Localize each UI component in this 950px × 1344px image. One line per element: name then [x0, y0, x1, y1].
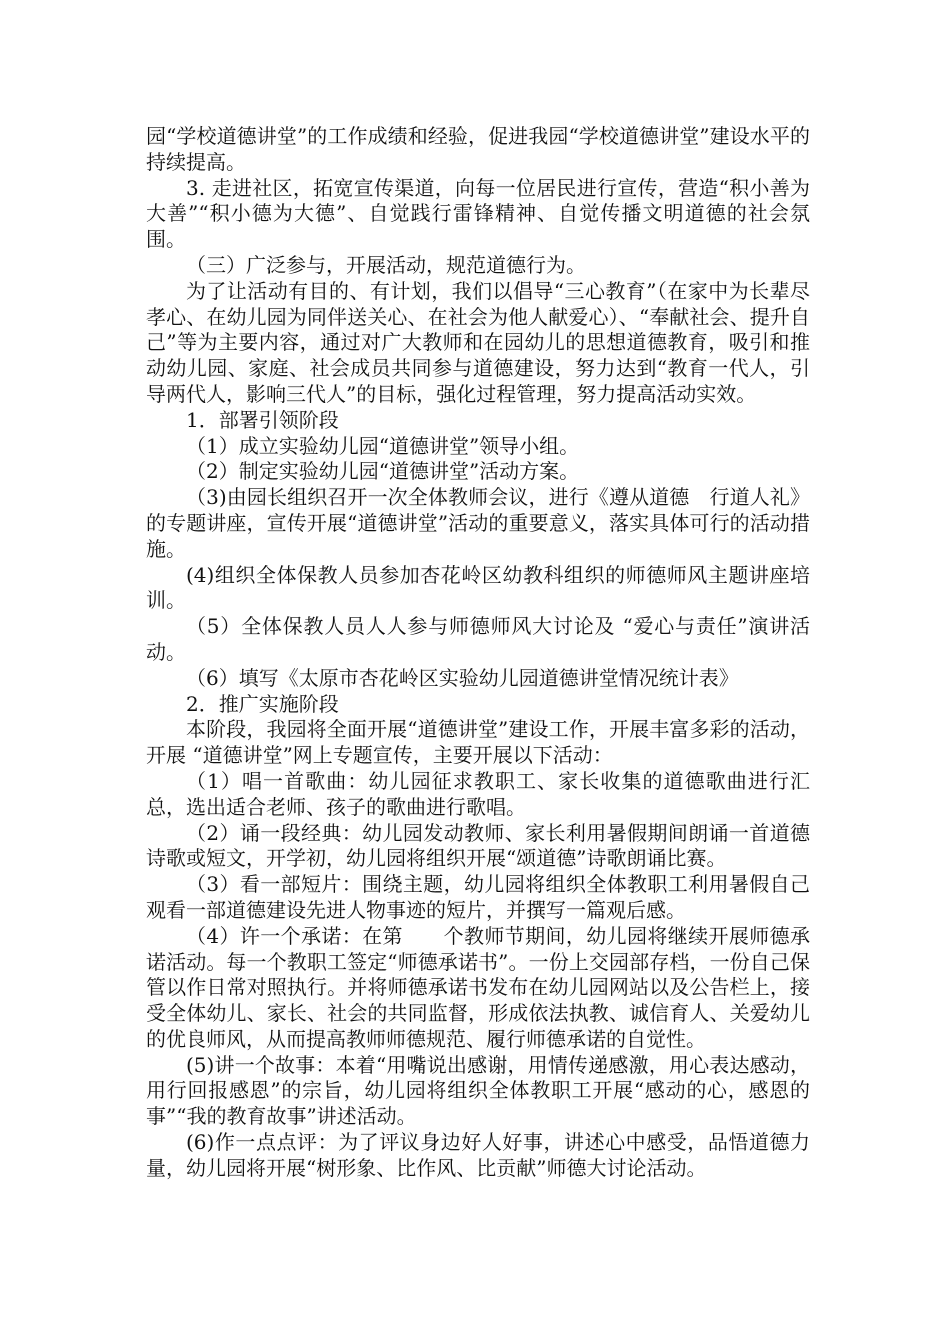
document-body: [146, 124, 810, 1182]
list-item-4: (4)组织全体保教人员参加杏花岭区幼教科组织的师德师风主题讲座培训。: [146, 562, 810, 613]
activity-item-4: （4）许一个承诺：在第 个教师节期间，幼儿园将继续开展师德承诺活动。每一个教职工签定“师德承诺书”。一份上交园部存档，一份自己保管以作日常对照执行。并将师德承诺书发布在幼儿园网站以及公告栏上，接受全体幼儿、家长、社会的共同监督，形成依法执教、诚信育人、关爱幼儿的优良师风，从而提高教师师德规范、履行师德承诺的自觉性。: [146, 923, 810, 1051]
stage-heading-1: 1．部署引领阶段: [186, 407, 339, 432]
activity-item-2: （2）诵一段经典：幼儿园发动教师、家长利用暑假期间朗诵一首道德诗歌或短文，开学初，幼儿园将组织开展“颂道德”诗歌朗诵比赛。: [146, 820, 810, 871]
list-item-3: （3)由园长组织召开一次全体教师会议，进行《遵从道德 行道人礼》的专题讲座，宣传开展“道德讲堂”活动的重要意义，落实具体可行的活动措施。: [146, 485, 810, 561]
list-item-5: （5）全体保教人员人人参与师德师风大讨论及 “爱心与责任”演讲活动。: [146, 614, 810, 664]
paragraph-continuation: 园“学校道德讲堂”的工作成绩和经验，促进我园“学校道德讲堂”建设水平的持续提高。: [146, 124, 810, 174]
paragraph-community-outreach: 3. 走进社区，拓宽宣传渠道，向每一位居民进行宣传，营造“积小善为大善”“积小德为大德”、自觉践行雷锋精神、自觉传播文明道德的社会氛围。: [146, 175, 810, 252]
activity-item-6: (6)作一点点评：为了评议身边好人好事，讲述心中感受，品悟道德力量，幼儿园将开展“树形象、比作风、比贡献”师德大讨论活动。: [146, 1130, 810, 1180]
section-heading-3: （三）广泛参与，开展活动，规范道德行为。: [186, 252, 586, 277]
paragraph-three-hearts: 为了让活动有目的、有计划，我们以倡导“三心教育”（在家中为长辈尽孝心、在幼儿园为同伴送关心、在社会为他人献爱心）、“奉献社会、提升自己”等为主要内容，通过对广大教师和在园幼儿的思想道德教育，吸引和推动幼儿园、家庭、社会成员共同参与道德建设，努力达到“教育一代人，引导两代人，影响三代人”的目标，强化过程管理，努力提高活动实效。: [146, 278, 810, 406]
activity-item-3: （3）看一部短片：围绕主题，幼儿园将组织全体教职工利用暑假自己观看一部道德建设先进人物事迹的短片，并撰写一篇观后感。: [146, 872, 810, 922]
activity-item-1: （1）唱一首歌曲：幼儿园征求教职工、家长收集的道德歌曲进行汇总，选出适合老师、孩子的歌曲进行歌唱。: [146, 768, 810, 819]
activity-item-5: (5)讲一个故事：本着“用嘴说出感谢，用情传递感激，用心表达感动，用行回报感恩”的宗旨，幼儿园将组织全体教职工开展“感动的心，感恩的事”“我的教育故事”讲述活动。: [146, 1052, 810, 1129]
paragraph-stage-intro: 本阶段，我园将全面开展“道德讲堂”建设工作，开展丰富多彩的活动，开展 “道德讲堂”网上专题宣传，主要开展以下活动：: [146, 717, 810, 768]
list-item-6: （6）填写《太原市杏花岭区实验幼儿园道德讲堂情况统计表》: [186, 665, 739, 690]
list-item-1: （1）成立实验幼儿园“道德讲堂”领导小组。: [186, 433, 580, 458]
list-item-2: （2）制定实验幼儿园“道德讲堂”活动方案。: [186, 459, 580, 484]
stage-heading-2: 2．推广实施阶段: [186, 691, 339, 716]
